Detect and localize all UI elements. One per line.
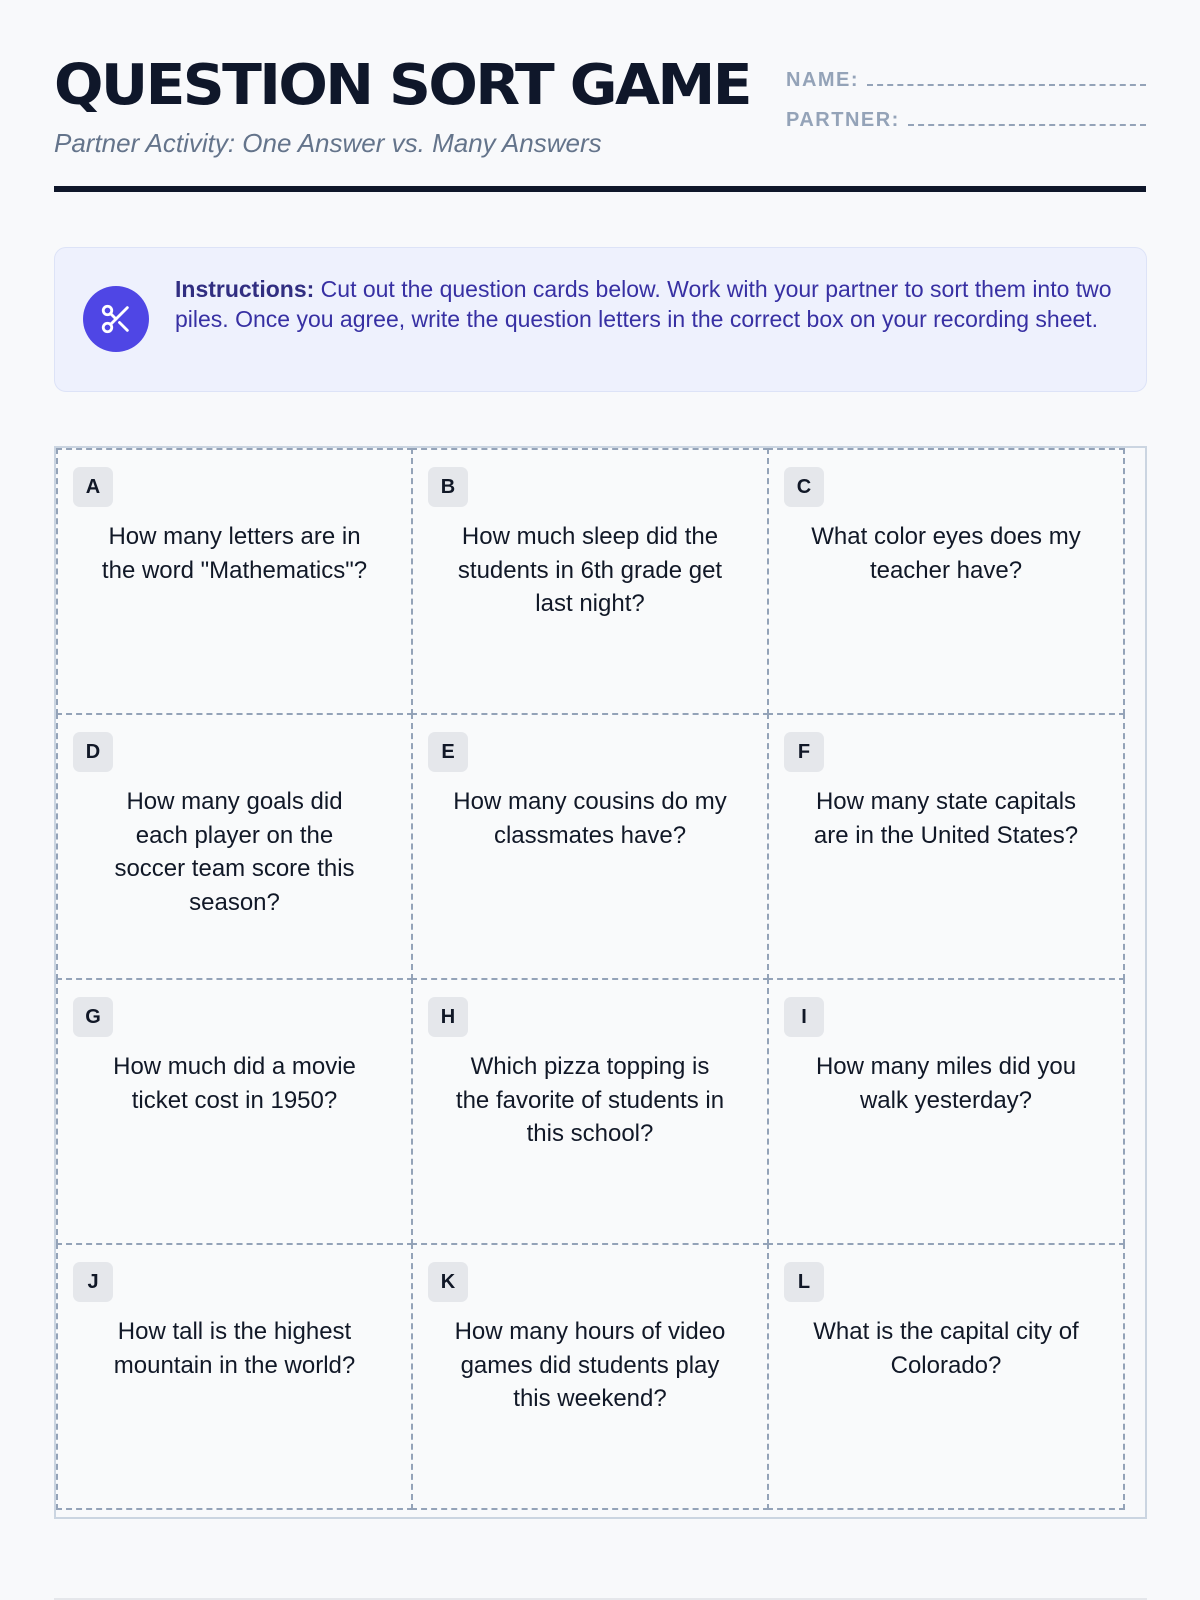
card-letter-badge: J [73, 1262, 113, 1302]
question-card[interactable] [56, 713, 413, 980]
page-title: QUESTION SORT GAME [54, 53, 750, 118]
card-question: How many letters are in the word "Mathematics"? [101, 523, 368, 584]
card-letter-badge: E [428, 732, 468, 772]
card-question: How many cousins do my classmates have? [453, 788, 727, 849]
card-letter-badge: A [73, 467, 113, 507]
card-question: What is the capital city of Colorado? [813, 1318, 1079, 1379]
question-card[interactable] [767, 978, 1125, 1245]
instructions-body: Cut out the question cards below. Work with your partner to sort them into two piles. Once you agree, write the question letters in the correct box on your recording sheet. [175, 276, 1112, 332]
question-card-grid [54, 446, 1147, 1519]
card-row [56, 1243, 1145, 1510]
worksheet-header [54, 48, 1146, 193]
card-question: How many hours of video games did students play this weekend? [454, 1318, 726, 1412]
question-card[interactable] [767, 713, 1125, 980]
card-question: Which pizza topping is the favorite of students in this school? [455, 1053, 725, 1147]
page-subtitle: Partner Activity: One Answer vs. Many Answers [54, 128, 602, 158]
card-question: How many miles did you walk yesterday? [815, 1053, 1077, 1114]
card-letter-badge: D [73, 732, 113, 772]
card-row [56, 713, 1145, 980]
card-question: How many goals did each player on the soccer team score this season? [114, 788, 355, 916]
instructions-text [175, 274, 1115, 334]
question-card[interactable] [56, 448, 413, 715]
question-card[interactable] [767, 1243, 1125, 1510]
card-question: How much did a movie ticket cost in 1950? [113, 1053, 356, 1114]
instructions-box [54, 247, 1147, 392]
card-letter-badge: B [428, 467, 468, 507]
question-card[interactable] [411, 713, 769, 980]
scissors-icon [83, 286, 149, 352]
name-fields [786, 52, 1146, 132]
card-letter-badge: F [784, 732, 824, 772]
card-letter-badge: C [784, 467, 824, 507]
card-row [56, 978, 1145, 1245]
card-letter-badge: K [428, 1262, 468, 1302]
card-question: How much sleep did the students in 6th grade get last night? [457, 523, 723, 617]
card-letter-badge: L [784, 1262, 824, 1302]
card-question: How many state capitals are in the United States? [813, 788, 1079, 849]
name-label: NAME: [786, 69, 860, 91]
question-card[interactable] [56, 1243, 413, 1510]
name-field[interactable] [786, 52, 1146, 92]
card-question: What color eyes does my teacher have? [811, 523, 1081, 584]
instructions-heading: Instructions: [175, 276, 315, 302]
question-card[interactable] [767, 448, 1125, 715]
card-letter-badge: H [428, 997, 468, 1037]
card-row [56, 448, 1145, 715]
question-card[interactable] [411, 1243, 769, 1510]
card-letter-badge: G [73, 997, 113, 1037]
partner-field[interactable] [786, 92, 1146, 132]
question-card[interactable] [56, 978, 413, 1245]
partner-label: PARTNER: [786, 109, 900, 131]
partner-blank-line[interactable] [908, 124, 1146, 126]
question-card[interactable] [411, 448, 769, 715]
question-card[interactable] [411, 978, 769, 1245]
card-letter-badge: I [784, 997, 824, 1037]
card-question: How tall is the highest mountain in the world? [113, 1318, 356, 1379]
header-divider [54, 186, 1146, 192]
name-blank-line[interactable] [867, 84, 1146, 86]
